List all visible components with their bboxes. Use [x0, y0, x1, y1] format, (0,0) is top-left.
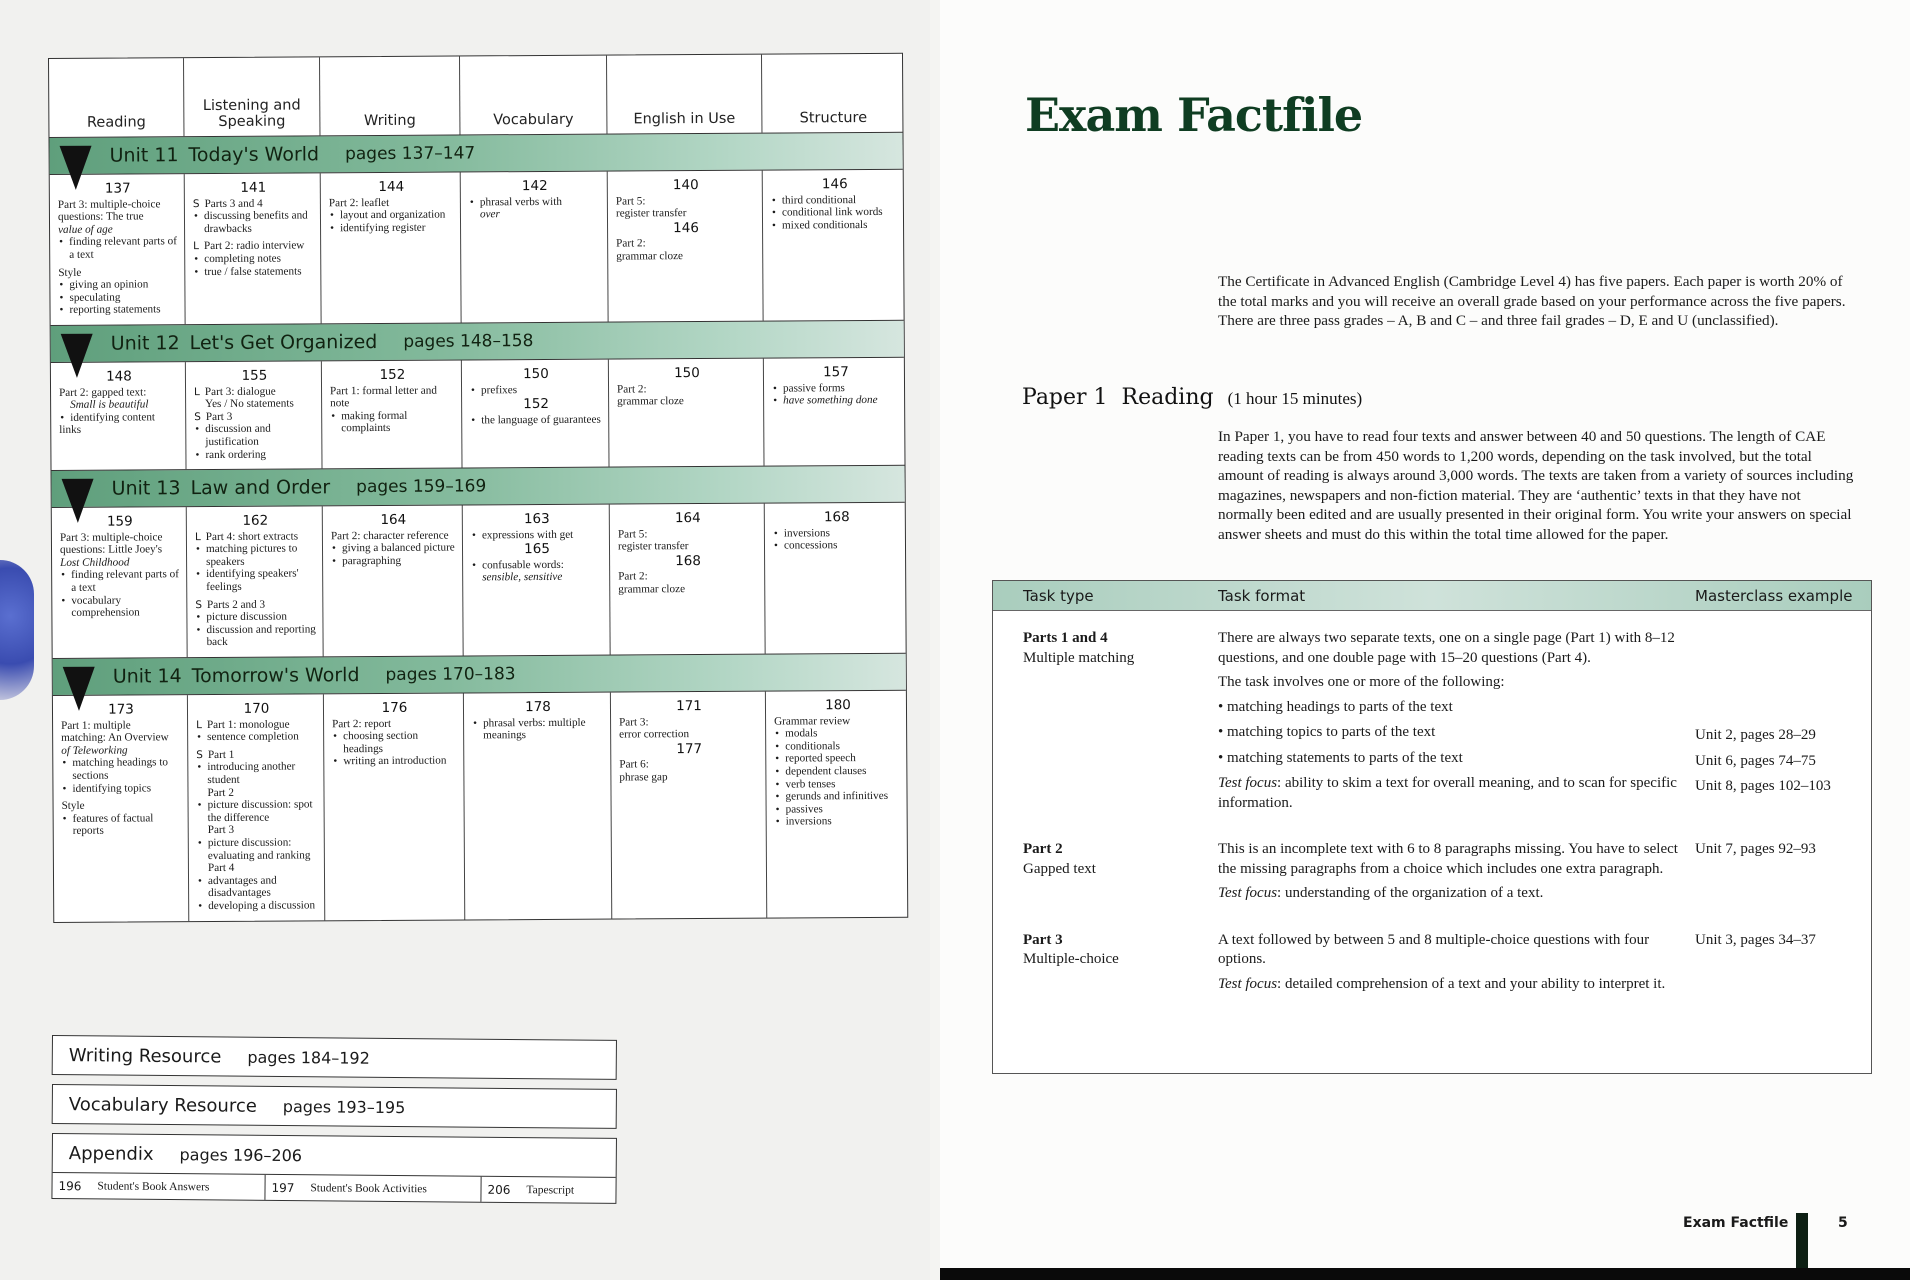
cell-page-number: 159 [106, 513, 133, 530]
appendix-page: 196 [58, 1178, 82, 1193]
syllabus-cell [185, 173, 322, 324]
resource-pages: pages 184–192 [247, 1047, 370, 1068]
task-type-name: Part 2 [1023, 841, 1063, 857]
cell-text: Part 5: [615, 194, 646, 208]
unit-pages: pages 148–158 [403, 330, 534, 352]
cell-page-number: 180 [825, 697, 851, 714]
header-masterclass-example: Masterclass example [1695, 586, 1853, 605]
bullet-item: • speculating [58, 291, 178, 304]
bullet-item: • passive forms [772, 381, 900, 394]
cell-text: Small is beautiful [70, 398, 149, 411]
test-focus-label: Test focus [1218, 775, 1278, 791]
syllabus-cell [608, 171, 764, 322]
writing-resource-box [52, 1035, 617, 1080]
cell-page-number: 155 [241, 367, 268, 384]
syllabus-cell [323, 506, 464, 657]
syllabus-cell [321, 172, 462, 323]
bullet-item: • conditionals [774, 740, 902, 753]
task-format-intro: A text followed by between 5 and 8 multiple-choice questions with four options. [1218, 931, 1650, 967]
bullet-item: • picture discussion [195, 611, 316, 624]
unit-row [50, 170, 904, 325]
cell-text: grammar cloze [618, 583, 686, 596]
bullet-item: • introducing another student [196, 761, 317, 787]
bullet-item: • discussion and reporting back [195, 623, 316, 649]
cell-text: Part 3: multiple-choice [59, 530, 163, 544]
bullet-item: • matching pictures to speakers [195, 543, 316, 569]
cell-text: Part 2 [207, 786, 234, 799]
task-type-sub: Multiple matching [1023, 649, 1135, 666]
paper-name: Paper 1 Reading [1022, 385, 1214, 410]
left-page [0, 0, 930, 1280]
bullet-item: • phrasal verbs with [469, 195, 601, 208]
bullet-item: • discussing benefits and drawbacks [193, 210, 314, 236]
page-title: Exam Factfile [1025, 88, 1363, 142]
unit-band [49, 132, 902, 175]
cell-text: Part 4 [207, 862, 235, 875]
right-page [940, 0, 1910, 1280]
cell-page-number: 165 [524, 541, 550, 558]
unit-title: Let's Get Organized [189, 330, 378, 355]
col-reading: Reading [49, 58, 184, 137]
col-writing: Writing [320, 56, 460, 135]
skill-label: L [193, 240, 200, 253]
footer-section-label: Exam Factfile [1683, 1215, 1789, 1231]
task-bullet: • matching headings to parts of the text [1218, 698, 1453, 715]
cell-page-number: 152 [523, 396, 550, 413]
task-bullet: • matching topics to parts of the text [1218, 724, 1436, 740]
cell-text [193, 240, 314, 253]
unit-title: Tomorrow's World [191, 664, 360, 688]
bullet-item: • prefixes [470, 383, 602, 396]
cell-text: Part 5: [617, 528, 648, 541]
bullet-item: • dependent clauses [774, 765, 902, 778]
cell-text: Part 2: gapped text: [59, 385, 147, 399]
cell-page-number: 178 [525, 698, 551, 716]
cell-text: register transfer [617, 540, 689, 553]
bullet-item: • layout and organization [329, 209, 454, 222]
syllabus-cell [462, 360, 610, 468]
syllabus-cell [461, 172, 609, 323]
bullet-item: • modals [774, 727, 902, 740]
cell-page-number: 152 [379, 366, 406, 383]
cell-text [195, 598, 316, 611]
skill-label: L [194, 385, 200, 398]
syllabus-table [48, 53, 908, 923]
cell-text: questions: The true [57, 210, 144, 224]
bullet-item: • identifying speakers' feelings [195, 568, 316, 594]
cell-page-number: 148 [106, 368, 132, 385]
triangle-marker-icon [60, 146, 92, 190]
syllabus-cell [186, 361, 323, 469]
bullet-item: • picture discussion: evaluating and ranking [197, 836, 318, 862]
cell-text: Parts 3 and 4 [204, 197, 263, 210]
unit-number: Unit 11 [109, 144, 179, 167]
col-vocabulary: Vocabulary [460, 56, 607, 135]
cell-text: Part 3 [207, 824, 235, 837]
bullet-item: • reported speech [774, 752, 902, 765]
syllabus-cell [609, 359, 765, 467]
cell-page-number: 177 [676, 740, 703, 757]
cell-text: Part 1: multiple [61, 719, 131, 732]
bullet-item: • identifying topics [61, 782, 181, 795]
column-headers [49, 54, 902, 137]
task-format-lead: The task involves one or more of the following: [1218, 674, 1505, 690]
cell-text: Part 3 [205, 410, 233, 423]
cell-text: Parts 2 and 3 [206, 598, 266, 611]
syllabus-cell [611, 692, 767, 918]
cell-text: Part 2: character reference [330, 529, 449, 542]
cell-text: Part 2: leaflet [328, 196, 390, 209]
col-english-in-use: English in Use [607, 55, 762, 134]
cell-page-number: 146 [821, 176, 848, 193]
cell-text: Yes / No statements [205, 397, 294, 411]
cell-page-number: 176 [381, 699, 408, 717]
task-row-part-2 [993, 818, 1871, 909]
header-task-format: Task format [1218, 586, 1306, 605]
resource-pages: pages 193–195 [282, 1096, 406, 1117]
test-focus-text: : understanding of the organization of a text. [1277, 885, 1544, 901]
syllabus-cell [50, 174, 186, 325]
task-table [992, 580, 1872, 1074]
cell-page-number: 137 [104, 180, 131, 197]
test-focus [1218, 774, 1683, 813]
bullet-item: • advantages and disadvantages [197, 874, 318, 900]
cell-text [193, 197, 314, 210]
footer-divider-bar [1796, 1213, 1808, 1273]
masterclass-example: Unit 7, pages 92–93 [1695, 841, 1816, 857]
appendix-item [481, 1177, 617, 1203]
cell-text: error correction [619, 728, 690, 741]
task-type-sub: Multiple-choice [1023, 951, 1119, 967]
bullet-item: • paragraphing [331, 554, 456, 567]
bullet-item: • finding relevant parts of a text [58, 236, 178, 262]
triangle-marker-icon [63, 667, 95, 711]
unit-title: Law and Order [190, 476, 331, 500]
cell-page-number: 141 [240, 179, 267, 196]
resource-title: Writing Resource [68, 1044, 222, 1067]
bullet-item: • picture discussion: spot the difference [197, 799, 318, 825]
unit-pages: pages 159–169 [356, 476, 487, 498]
task-type-name: Parts 1 and 4 [1023, 630, 1108, 646]
bullet-item: • completing notes [193, 252, 314, 265]
bullet-item: • conditional link words [771, 206, 899, 219]
syllabus-cell [766, 691, 909, 917]
appendix-items [52, 1172, 615, 1203]
bullet-item: • the language of guarantees [470, 413, 602, 426]
cell-text: register transfer [615, 207, 687, 220]
syllabus-cell [610, 504, 766, 655]
cell-page-number: 164 [380, 511, 407, 529]
task-table-header [993, 581, 1871, 611]
syllabus-cell [765, 503, 908, 654]
skill-label: S [195, 598, 203, 611]
cell-text [194, 385, 315, 398]
cell-text: Style [61, 799, 85, 813]
skill-label: L [196, 718, 202, 731]
syllabus-cell [764, 358, 907, 466]
cell-text: Style [58, 266, 82, 279]
bullet-item: • vocabulary comprehension [60, 594, 180, 620]
cell-text: Part 2: radio interview [203, 239, 305, 253]
bullet-item: • writing an introduction [332, 755, 457, 768]
cell-text [194, 410, 315, 423]
bullet-item: • identifying content [59, 411, 179, 424]
bullet-item: • reporting statements [59, 304, 179, 317]
unit-band [51, 320, 904, 363]
col-structure: Structure [799, 109, 868, 127]
blue-yarn-object [0, 560, 34, 700]
masterclass-example: Unit 6, pages 74–75 [1695, 752, 1816, 769]
cell-text: Part 3: [619, 715, 649, 729]
bullet-item: • giving an opinion [58, 278, 178, 291]
appendix-page: 206 [487, 1182, 511, 1197]
masterclass-example: Unit 2, pages 28–29 [1695, 727, 1816, 743]
bullet-item: • phrasal verbs: multiple meanings [472, 716, 604, 742]
bullet-item: • finding relevant parts of a text [60, 569, 180, 595]
skill-label: L [194, 530, 201, 543]
test-focus [1218, 884, 1683, 904]
paper-duration: (1 hour 15 minutes) [1227, 389, 1363, 408]
appendix-item [52, 1173, 265, 1200]
vocabulary-resource-box [52, 1084, 617, 1129]
syllabus-cell [52, 507, 188, 658]
appendix-page: 197 [271, 1180, 295, 1195]
cell-page-number: 170 [243, 700, 270, 717]
task-row-parts-1-4 [993, 611, 1871, 818]
test-focus-text: : ability to skim a text for overall meaning, and to scan for specific information. [1218, 775, 1677, 811]
unit-number: Unit 13 [111, 477, 181, 500]
bullet-item: • making formal complaints [330, 409, 455, 435]
bullet-item: • rank ordering [194, 448, 315, 461]
test-focus-label: Test focus [1218, 885, 1278, 901]
cell-page-number: 163 [523, 511, 550, 528]
bullet-item: • discussion and justification [194, 423, 315, 449]
cell-text: Part 3: dialogue [204, 385, 276, 398]
test-focus [1218, 975, 1683, 995]
paper-description: In Paper 1, you have to read four texts and answer between 40 and 50 questions. The length of CAE reading texts can be from 450 words to 1,200 words, depending on the task involved, but the total amount of reading is always around 3,000 words. The texts are taken from a variety of sources including magazines, newspapers and non-fiction material. They are ‘authentic’ texts in that they have not normally been edited and are usually presented in their original form. You write your answers on special answer sheets and must do this within the total time allowed for the paper. [1218, 428, 1854, 543]
task-type-sub: Gapped text [1023, 860, 1096, 877]
cell-page-number: 164 [674, 510, 701, 527]
cell-text: phrase gap [619, 771, 668, 784]
cell-text: Part 2: [616, 382, 647, 396]
cell-page-number: 142 [521, 177, 548, 195]
cell-text: Part 1: monologue [206, 718, 290, 731]
test-focus-text: : detailed comprehension of a text and your ability to interpret it. [1277, 975, 1666, 992]
cell-text: over [479, 208, 500, 221]
syllabus-cell [53, 695, 189, 921]
unit-row [53, 691, 907, 922]
syllabus-cell [463, 505, 611, 656]
cell-text: Part 4: short extracts [205, 530, 299, 543]
bullet-item: • identifying register [329, 221, 454, 234]
bullet-item: • giving a balanced picture [331, 542, 456, 555]
bullet-item: • developing a discussion [197, 899, 318, 912]
cell-page-number: 168 [675, 552, 702, 570]
unit-title: Today's World [188, 143, 320, 167]
appendix-label: Student's Book Answers [97, 1179, 210, 1193]
skill-label: S [194, 410, 201, 423]
syllabus-cell [324, 694, 465, 920]
syllabus-cell [322, 360, 463, 468]
bullet-item: • matching headings to sections [61, 757, 181, 783]
cell-text: value of age [58, 223, 113, 236]
unit-pages: pages 170–183 [385, 664, 516, 685]
cell-text: Part 1 [207, 748, 235, 761]
cell-text: Part 1: formal letter and note [330, 384, 437, 410]
cell-text: Part 2: [616, 237, 646, 250]
appendix-item [265, 1175, 481, 1202]
bullet-item: • confusable words: [471, 558, 603, 571]
bullet-item: • mixed conditionals [771, 219, 899, 232]
header-task-type: Task type [1023, 586, 1094, 605]
page-number: 5 [1838, 1215, 1848, 1231]
bullet-item: • have something done [772, 394, 900, 407]
syllabus-cell [51, 362, 187, 470]
resource-title: Appendix [68, 1142, 154, 1165]
masterclass-example: Unit 3, pages 34–37 [1695, 931, 1816, 948]
cell-text [196, 748, 317, 761]
resource-pages: pages 196–206 [179, 1144, 303, 1165]
bullet-item: • concessions [773, 539, 901, 552]
unit-row [51, 358, 905, 470]
cell-page-number: 150 [522, 365, 549, 383]
cell-text: Part 6: [619, 758, 649, 771]
appendix-box [51, 1133, 617, 1204]
cell-page-number: 150 [673, 364, 700, 382]
syllabus-cell [464, 693, 612, 919]
skill-label: S [192, 197, 200, 210]
col-listening-speaking: Listening and Speaking [184, 57, 320, 136]
bullet-item: • gerunds and infinitives [774, 790, 902, 803]
bullet-item: • choosing section headings [332, 730, 457, 756]
unit-number: Unit 14 [112, 665, 182, 688]
cell-text [195, 530, 316, 543]
cell-page-number: 157 [822, 364, 849, 381]
bullet-item: • true / false statements [193, 265, 314, 278]
resource-title: Vocabulary Resource [68, 1093, 257, 1117]
cell-page-number: 146 [673, 219, 699, 236]
triangle-marker-icon [61, 334, 93, 378]
bullet-item: • inversions [775, 815, 903, 828]
cell-page-number: 144 [378, 178, 405, 195]
bullet-item: • verb tenses [774, 777, 902, 790]
unit-band [52, 465, 905, 508]
bullet-item: • inversions [773, 526, 901, 539]
cell-page-number: 140 [672, 177, 699, 194]
cell-text: links [59, 424, 82, 437]
cell-text: Part 3: multiple-choice [57, 197, 161, 211]
cell-text: Part 2: [618, 570, 648, 583]
cell-text: Grammar review [774, 714, 851, 728]
bullet-item: • expressions with get [471, 528, 603, 541]
task-format-intro: This is an incomplete text with 6 to 8 paragraphs missing. You have to select the missing paragraphs from a choice which includes one extra paragraph. [1218, 841, 1678, 877]
cell-text: of Teleworking [61, 744, 128, 757]
page-bottom-shadow [940, 1268, 1910, 1280]
task-type-name: Part 3 [1023, 931, 1063, 948]
bullet-item: • sentence completion [196, 731, 317, 744]
cell-text: sensible, sensitive [482, 571, 563, 584]
task-bullet: • matching statements to parts of the text [1218, 749, 1463, 766]
cell-page-number: 171 [676, 698, 702, 715]
masterclass-example: Unit 8, pages 102–103 [1695, 778, 1831, 794]
cell-text: questions: Little Joey's [59, 543, 163, 557]
task-row-part-3 [993, 909, 1871, 1000]
cell-page-number: 168 [823, 509, 850, 526]
task-format-intro: There are always two separate texts, one on a single page (Part 1) with 8–12 questions, and one double page with 15–20 questions (Part 4). [1218, 630, 1675, 666]
unit-band [53, 653, 906, 696]
bullet-item: • features of factual reports [62, 812, 182, 838]
syllabus-cell [188, 694, 325, 920]
appendix-label: Student's Book Activities [310, 1181, 427, 1195]
cell-text [196, 718, 317, 731]
intro-paragraph: The Certificate in Advanced English (Cambridge Level 4) has five papers. Each paper is worth 20% of the total marks and you will receive an overall grade based on your performance across the five papers. There are three pass grades – A, B and C – and three fail grades – D, E and U (unclassified). [1218, 273, 1846, 329]
bullet-item: • third conditional [771, 193, 899, 206]
unit-row [52, 503, 906, 658]
unit-pages: pages 137–147 [345, 143, 476, 165]
unit-number: Unit 12 [110, 332, 180, 355]
cell-text: Lost Childhood [60, 556, 130, 569]
triangle-marker-icon [62, 479, 94, 523]
cell-page-number: 162 [242, 512, 269, 529]
cell-text: Part 2: report [332, 717, 392, 730]
skill-label: S [196, 748, 203, 761]
test-focus-label: Test focus [1218, 975, 1278, 992]
cell-text: grammar cloze [617, 395, 684, 408]
appendix-label: Tapescript [526, 1183, 575, 1197]
cell-text: grammar cloze [616, 250, 684, 263]
cell-page-number: 173 [108, 701, 134, 718]
syllabus-cell [187, 506, 324, 657]
syllabus-cell [763, 170, 906, 321]
units-container [49, 132, 907, 922]
bullet-item: • passives [775, 803, 903, 816]
paper-heading [1022, 385, 1362, 410]
cell-text: matching: An Overview [61, 731, 169, 745]
